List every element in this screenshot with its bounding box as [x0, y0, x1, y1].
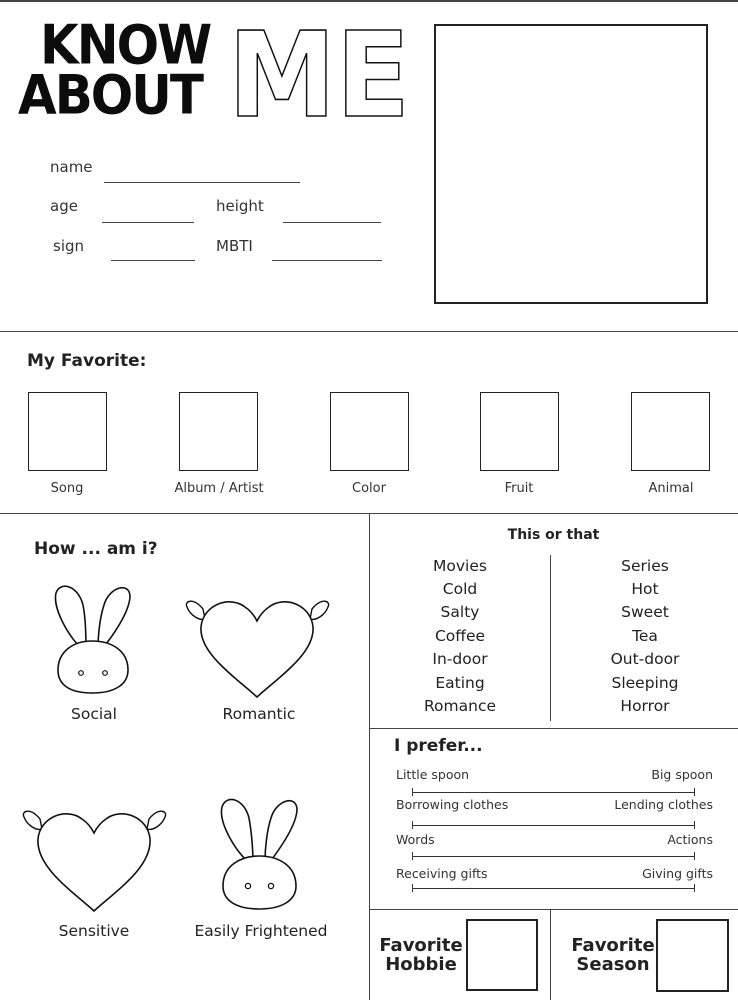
- height-field-line[interactable]: [283, 222, 381, 223]
- fav-label-song: Song: [50, 481, 84, 496]
- favorites-title: My Favorite:: [27, 351, 147, 371]
- photo-box[interactable]: [434, 24, 708, 304]
- prefer-left-label: Words: [396, 832, 435, 847]
- title-me-text: ME: [228, 16, 410, 122]
- prefer-right-label: Big spoon: [651, 767, 713, 782]
- prefer-left-label: Borrowing clothes: [396, 797, 509, 812]
- toc-left-item[interactable]: Movies: [433, 557, 487, 575]
- title-know: KNOW: [40, 13, 211, 77]
- prefer-right-label: Giving gifts: [642, 866, 713, 881]
- fav-box-fruit[interactable]: [480, 392, 559, 471]
- prefer-scale[interactable]: [412, 888, 695, 889]
- winged-heart-icon: [185, 595, 330, 700]
- prefer-scale-tick: [694, 884, 695, 892]
- prefer-scale[interactable]: [412, 825, 695, 826]
- bunny-icon: [215, 798, 303, 913]
- fav-label-fruit: Fruit: [504, 481, 534, 496]
- hobbie-box[interactable]: [466, 919, 538, 991]
- toc-right-item[interactable]: Horror: [620, 697, 670, 715]
- mbti-field-line[interactable]: [272, 260, 382, 261]
- season-box[interactable]: [656, 919, 729, 992]
- favorite-hobbie-line1: Favorite: [379, 935, 463, 956]
- sign-field-line[interactable]: [111, 260, 195, 261]
- fav-label-color: Color: [352, 481, 386, 496]
- field-label-age: age: [50, 197, 78, 215]
- toc-left-item[interactable]: Romance: [423, 697, 497, 715]
- toc-right-item[interactable]: Series: [621, 557, 669, 575]
- prefer-scale[interactable]: [412, 856, 695, 857]
- how-label-sensitive: Sensitive: [58, 922, 130, 940]
- fav-box-color[interactable]: [330, 392, 409, 471]
- toc-left-item[interactable]: Cold: [442, 580, 478, 598]
- how-label-easily-frightened: Easily Frightened: [194, 922, 328, 940]
- prefer-scale-tick: [412, 788, 413, 796]
- this-or-that-title: This or that: [507, 527, 600, 543]
- age-field-line[interactable]: [102, 222, 194, 223]
- favorite-hobbie-title: [376, 936, 466, 974]
- prefer-left-label: Receiving gifts: [396, 866, 488, 881]
- fav-label-album: Album / Artist: [174, 481, 264, 496]
- toc-right-item[interactable]: Sweet: [621, 603, 669, 621]
- bottom-divider: [550, 909, 551, 1000]
- prefer-scale-tick: [694, 852, 695, 860]
- toc-left-item[interactable]: Eating: [435, 674, 485, 692]
- favorite-hobbie-line2: Hobbie: [385, 954, 457, 975]
- header-divider: [0, 331, 738, 332]
- toc-right-item[interactable]: Sleeping: [611, 674, 679, 692]
- field-label-height: height: [216, 197, 264, 215]
- prefer-scale-tick: [412, 821, 413, 829]
- field-label-sign: sign: [53, 237, 85, 255]
- winged-heart-icon: [22, 805, 167, 915]
- toc-right-item[interactable]: Out-door: [610, 650, 680, 668]
- this-or-that-bottom-divider: [369, 728, 738, 729]
- how-label-social: Social: [71, 705, 117, 723]
- how-label-romantic: Romantic: [222, 705, 296, 723]
- field-label-name: name: [50, 158, 93, 176]
- title-me-outline: [226, 16, 414, 122]
- fav-box-animal[interactable]: [631, 392, 710, 471]
- bunny-icon: [50, 585, 134, 700]
- top-border: [0, 0, 738, 2]
- field-label-mbti: MBTI: [216, 237, 253, 255]
- center-divider: [369, 513, 370, 1000]
- this-or-that-divider: [550, 555, 551, 721]
- toc-right-item[interactable]: Tea: [632, 627, 658, 645]
- toc-left-item[interactable]: Coffee: [434, 627, 486, 645]
- prefer-scale[interactable]: [412, 792, 695, 793]
- toc-left-item[interactable]: In-door: [432, 650, 488, 668]
- prefer-scale-tick: [694, 821, 695, 829]
- toc-left-item[interactable]: Salty: [440, 603, 480, 621]
- fav-label-animal: Animal: [648, 481, 694, 496]
- prefer-right-label: Actions: [667, 832, 713, 847]
- prefer-right-label: Lending clothes: [614, 797, 713, 812]
- toc-right-item[interactable]: Hot: [631, 580, 659, 598]
- name-field-line[interactable]: [104, 182, 300, 183]
- favorite-season-line2: Season: [576, 954, 650, 975]
- prefer-title: I prefer...: [394, 736, 483, 756]
- fav-box-album[interactable]: [179, 392, 258, 471]
- fav-box-song[interactable]: [28, 392, 107, 471]
- prefer-scale-tick: [694, 788, 695, 796]
- prefer-scale-tick: [412, 884, 413, 892]
- prefer-scale-tick: [412, 852, 413, 860]
- favorite-season-title: [568, 936, 658, 974]
- prefer-bottom-divider: [369, 909, 738, 910]
- how-title: How ... am i?: [34, 539, 158, 559]
- title-about: ABOUT: [18, 63, 203, 127]
- favorite-season-line1: Favorite: [571, 935, 655, 956]
- prefer-left-label: Little spoon: [396, 767, 470, 782]
